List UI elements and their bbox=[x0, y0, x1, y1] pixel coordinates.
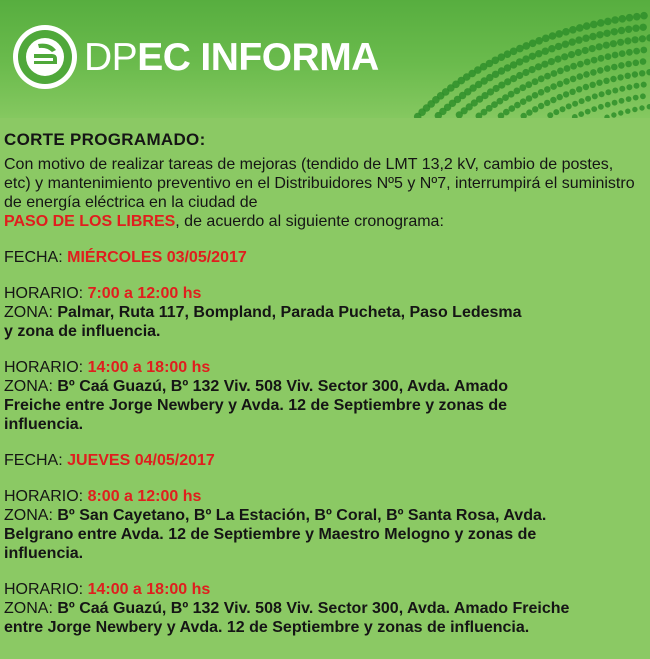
brand-dp: DP bbox=[84, 36, 138, 79]
horario-label: HORARIO: bbox=[4, 488, 88, 505]
slot-time-row bbox=[4, 580, 644, 599]
slot-time: 14:00 a 18:00 hs bbox=[87, 359, 211, 376]
city-name: PASO DE LOS LIBRES bbox=[4, 213, 176, 230]
zona-label: ZONA: bbox=[4, 378, 58, 395]
notice-body bbox=[4, 124, 644, 637]
slot-time: 7:00 a 12:00 hs bbox=[87, 285, 202, 302]
slot-zone: Palmar, Ruta 117, Bompland, Parada Pucheta, Paso Ledesma bbox=[57, 304, 522, 321]
slot-zone-cont: Belgrano entre Avda. 12 de Septiembre y Maestro Melogno y zonas de bbox=[4, 526, 537, 543]
slot-time-row bbox=[4, 358, 644, 377]
slot-zone: Bº San Cayetano, Bº La Estación, Bº Coral, Bº Santa Rosa, Avda. bbox=[57, 507, 547, 524]
header-banner bbox=[0, 0, 650, 118]
horario-label: HORARIO: bbox=[4, 581, 88, 598]
slot-zone-row bbox=[4, 506, 644, 525]
slot-zone-cont: influencia. bbox=[4, 416, 84, 433]
notice-title: CORTE PROGRAMADO: bbox=[4, 130, 206, 149]
horario-label: HORARIO: bbox=[4, 359, 88, 376]
slot-time-row bbox=[4, 284, 644, 303]
zona-label: ZONA: bbox=[4, 304, 58, 321]
slot-zone-row bbox=[4, 377, 644, 396]
slot-zone: Bº Caá Guazú, Bº 132 Viv. 508 Viv. Sector 300, Avda. Amado Freiche bbox=[57, 600, 570, 617]
zona-label: ZONA: bbox=[4, 507, 58, 524]
schedule-slot bbox=[4, 580, 644, 637]
day-date: JUEVES 04/05/2017 bbox=[67, 452, 215, 469]
slot-zone-cont: Freiche entre Jorge Newbery y Avda. 12 de Septiembre y zonas de bbox=[4, 397, 508, 414]
slot-time: 8:00 a 12:00 hs bbox=[87, 488, 202, 505]
intro-text: Con motivo de realizar tareas de mejoras (tendido de LMT 13,2 kV, cambio de postes, etc) y mantenimiento preventivo en el Distribuidores Nº5 y Nº7, interrumpirá el suministro de energía eléctrica en la ciudad de bbox=[4, 156, 635, 211]
day-date-row bbox=[4, 451, 644, 470]
brand-informa: INFORMA bbox=[200, 36, 379, 79]
schedule-slot bbox=[4, 487, 644, 563]
dpec-logo-icon bbox=[12, 24, 78, 90]
slot-zone-cont: entre Jorge Newbery y Avda. 12 de Septiembre y zonas de influencia. bbox=[4, 619, 530, 636]
zona-label: ZONA: bbox=[4, 600, 58, 617]
brand-ec: EC bbox=[137, 36, 191, 79]
intro-end: , de acuerdo al siguiente cronograma: bbox=[175, 213, 444, 230]
slot-time: 14:00 a 18:00 hs bbox=[87, 581, 211, 598]
fecha-label: FECHA: bbox=[4, 249, 68, 266]
schedule-slot bbox=[4, 284, 644, 341]
slot-time-row bbox=[4, 487, 644, 506]
slot-zone-cont: influencia. bbox=[4, 545, 84, 562]
day-date: MIÉRCOLES 03/05/2017 bbox=[67, 249, 247, 266]
schedule-slot bbox=[4, 358, 644, 434]
notice-intro bbox=[4, 155, 644, 231]
slot-zone-row bbox=[4, 303, 644, 322]
horario-label: HORARIO: bbox=[4, 285, 88, 302]
slot-zone-row bbox=[4, 599, 644, 618]
fecha-label: FECHA: bbox=[4, 452, 68, 469]
slot-zone-cont: y zona de influencia. bbox=[4, 323, 161, 340]
slot-zone: Bº Caá Guazú, Bº 132 Viv. 508 Viv. Sector 300, Avda. Amado bbox=[57, 378, 509, 395]
day-date-row bbox=[4, 248, 644, 267]
brand-title bbox=[84, 36, 379, 80]
